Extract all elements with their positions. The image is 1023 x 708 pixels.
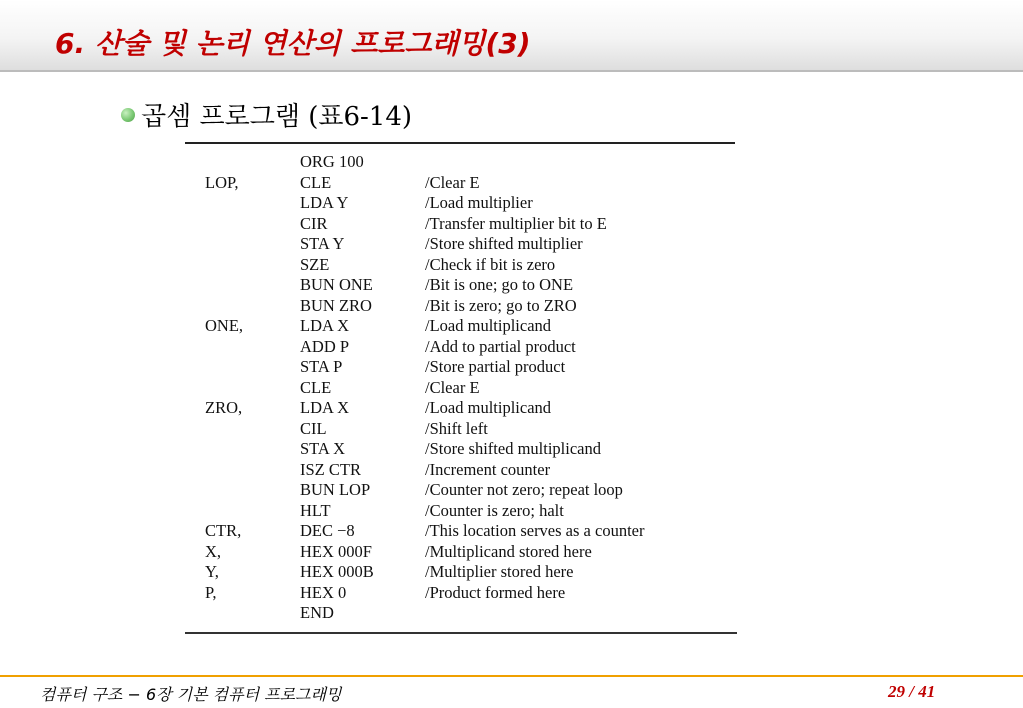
row-instruction: HEX 000F [300,541,372,561]
row-instruction: CIR [300,213,328,233]
page-number: 29 / 41 [888,682,936,701]
program-listing [185,142,737,639]
row-comment: /Store partial product [425,357,566,376]
row-label: ZRO, [205,398,243,417]
row-instruction: BUN LOP [300,480,371,499]
bullet-icon [121,108,135,122]
row-instruction: BUN ONE [300,275,373,294]
row-instruction: HEX 000B [300,562,374,581]
row-instruction: CLE [300,172,332,192]
row-instruction: HEX 0 [300,582,347,602]
row-comment: /Transfer multiplier bit to E [425,213,607,233]
listing-top-rule [185,142,735,144]
row-instruction: END [300,603,334,622]
row-instruction: STA Y [300,234,345,253]
row-comment: /Store shifted multiplicand [425,439,601,458]
row-label: X, [205,541,222,561]
row-label: ONE, [205,316,244,335]
row-comment: /Counter not zero; repeat loop [425,480,623,499]
row-comment: /Product formed here [425,582,566,602]
footer-course-title: 컴퓨터 구조 − 6장 기본 컴퓨터 프로그래밍 [40,685,342,704]
row-comment: /Clear E [425,172,480,192]
row-comment: /Multiplier stored here [425,562,574,581]
row-label: Y, [205,562,219,581]
row-comment: /Add to partial product [425,336,576,356]
footer-divider [0,675,1023,677]
row-comment: /Shift left [425,418,488,438]
row-comment: /Multiplicand stored here [425,541,592,561]
row-comment: /Load multiplicand [425,398,552,417]
row-instruction: ORG 100 [300,152,364,171]
row-comment: /Increment counter [425,459,551,479]
listing-bottom-rule [185,632,737,634]
row-comment: /Counter is zero; halt [425,500,564,520]
row-instruction: CLE [300,377,332,397]
row-comment: /Clear E [425,377,480,397]
row-comment: /Store shifted multiplier [425,234,583,253]
row-instruction: BUN ZRO [300,295,372,315]
row-instruction: LDA X [300,316,350,335]
row-comment: /Load multiplier [425,193,533,212]
row-comment: /Load multiplicand [425,316,552,335]
row-instruction: SZE [300,254,330,274]
row-label: CTR, [205,521,242,540]
bullet-item [121,96,412,133]
row-instruction: ADD P [300,336,350,356]
row-instruction: STA P [300,357,343,376]
row-instruction: LDA Y [300,193,349,212]
row-instruction: STA X [300,439,345,458]
slide-header [0,0,1023,72]
slide-title: 6. 산술 및 논리 연산의 프로그래밍(3) [55,27,531,60]
row-instruction: LDA X [300,398,350,417]
row-comment: /Bit is zero; go to ZRO [425,295,577,315]
row-label: LOP, [205,172,239,192]
row-instruction: DEC −8 [300,521,355,540]
row-instruction: CIL [300,418,327,438]
row-instruction: HLT [300,500,331,520]
row-comment: /Bit is one; go to ONE [425,275,574,294]
row-comment: /Check if bit is zero [425,254,556,274]
row-comment: /This location serves as a counter [425,521,645,540]
row-instruction: ISZ CTR [300,459,361,479]
row-label: P, [205,582,217,602]
bullet-text: 곱셈 프로그램 (표6-14) [141,102,413,132]
